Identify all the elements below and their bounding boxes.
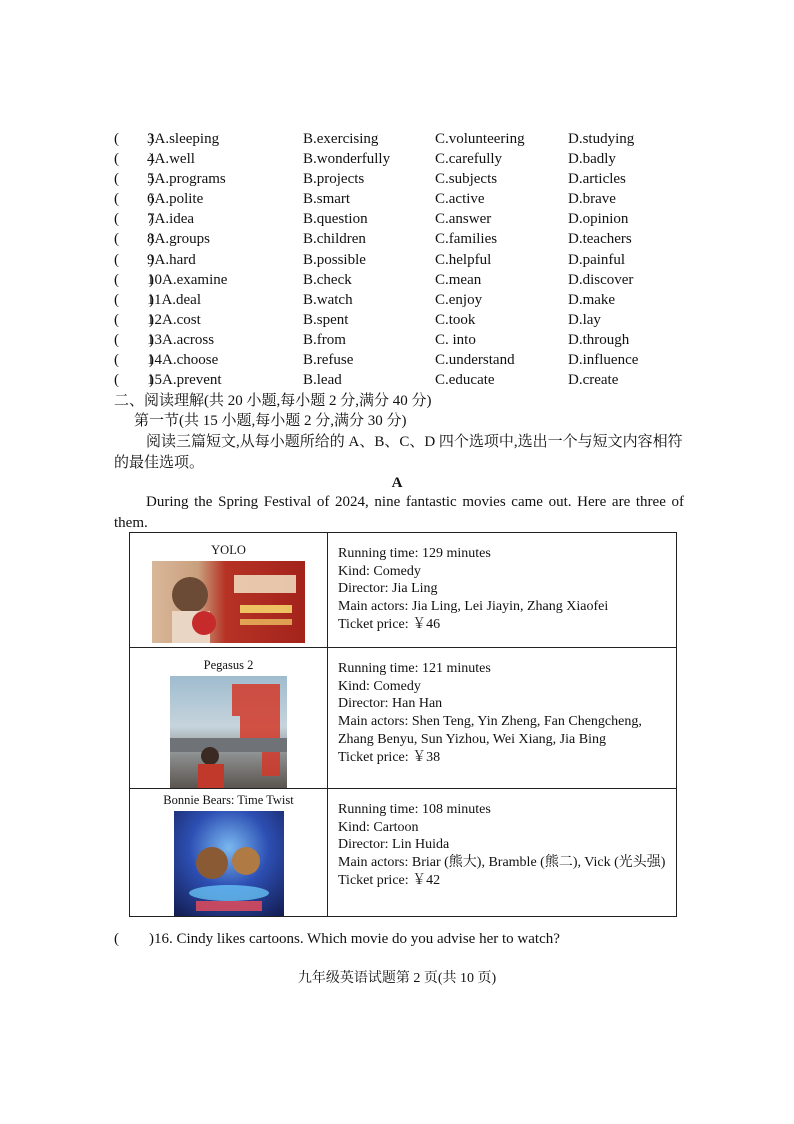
movie-info — [328, 648, 677, 789]
movie-kind: Kind: Cartoon — [338, 819, 419, 835]
option-d: D.brave — [568, 191, 616, 208]
option-d: D.opinion — [568, 211, 629, 228]
bonnie-bears-poster-art — [174, 811, 284, 916]
movie-table — [129, 532, 677, 917]
option-d: D.lay — [568, 311, 601, 328]
answer-bracket[interactable]: ( ) — [114, 311, 154, 328]
option-d: D.make — [568, 291, 616, 308]
running-time: Running time: 108 minutes — [338, 802, 491, 817]
main-actors: Main actors: Briar (熊大), Bramble (熊二), Vick (光头强) — [338, 855, 666, 871]
option-a: 7A.idea — [147, 211, 195, 228]
choice-row-8 — [114, 229, 674, 249]
option-d: D.discover — [568, 271, 634, 288]
main-actors: Main actors: Jia Ling, Lei Jiayin, Zhang Xiaofei — [338, 599, 609, 615]
movie-info — [328, 533, 677, 648]
section-subtitle: 第一节(共 15 小题,每小题 2 分,满分 30 分) — [134, 413, 407, 429]
answer-bracket[interactable]: ( ) — [114, 151, 154, 168]
answer-bracket[interactable]: ( ) — [114, 231, 154, 248]
option-b: B.exercising — [303, 131, 379, 147]
answer-bracket[interactable]: ( ) — [114, 211, 154, 228]
movie-director: Director: Han Han — [338, 696, 443, 712]
option-b: B.smart — [303, 191, 351, 208]
option-a: 15A.prevent — [147, 372, 222, 389]
choice-row-7 — [114, 209, 674, 229]
option-a: 8A.groups — [147, 231, 210, 248]
option-c: C.took — [435, 311, 476, 328]
question-text: Cindy likes cartoons. Which movie do you advise her to watch? — [176, 931, 560, 947]
answer-bracket[interactable]: ( ) — [114, 372, 154, 389]
option-c: C.educate — [435, 372, 495, 389]
movie-director: Director: Lin Huida — [338, 837, 450, 853]
option-c: C.active — [435, 191, 485, 208]
option-d: D.articles — [568, 171, 626, 188]
movie-kind: Kind: Comedy — [338, 678, 421, 694]
movie-name: Bonnie Bears: Time Twist — [163, 793, 294, 807]
option-a: 10A.examine — [147, 271, 228, 288]
choice-row-12 — [114, 310, 674, 330]
page-footer: 九年级英语试题第 2 页(共 10 页) — [297, 971, 497, 986]
option-b: B.possible — [303, 251, 366, 268]
movie-poster-cell — [130, 648, 328, 789]
choice-row-6 — [114, 189, 674, 209]
movie-poster-cell — [130, 533, 328, 648]
movie-info — [328, 789, 677, 917]
option-c: C.answer — [435, 211, 492, 228]
question-number: 16 — [154, 931, 169, 947]
movie-name: Pegasus 2 — [203, 658, 254, 672]
movie-kind: Kind: Comedy — [338, 563, 421, 579]
main-actors: Main actors: Shen Teng, Yin Zheng, Fan Chengcheng, — [338, 714, 642, 730]
movie-row — [130, 533, 677, 648]
option-c: C. into — [435, 331, 476, 348]
option-c: C.subjects — [435, 171, 498, 188]
yolo-poster-art — [152, 561, 305, 643]
movie-director: Director: Jia Ling — [338, 581, 438, 597]
choice-row-11 — [114, 290, 674, 310]
ticket-price: Ticket price: ￥46 — [338, 616, 441, 632]
ticket-price: Ticket price: ￥42 — [338, 872, 441, 888]
option-a: 6A.polite — [147, 191, 204, 208]
ticket-price: Ticket price: ￥38 — [338, 749, 441, 765]
passage-label: A — [391, 475, 403, 491]
main-actors-cont: Zhang Benyu, Sun Yizhou, Wei Xiang, Jia Bing — [338, 731, 606, 747]
option-b: B.lead — [303, 372, 342, 389]
choice-row-9 — [114, 250, 674, 270]
option-a: 4A.well — [147, 151, 195, 168]
option-b: B.children — [303, 231, 366, 248]
option-c: C.understand — [435, 352, 515, 369]
option-b: B.refuse — [303, 352, 354, 369]
answer-bracket[interactable]: ( ) — [114, 251, 154, 268]
option-b: B.wonderfully — [303, 151, 391, 168]
running-time: Running time: 121 minutes — [338, 661, 491, 676]
option-b: B.watch — [303, 291, 353, 308]
answer-bracket[interactable]: ( ) — [114, 352, 154, 369]
section-instructions: 阅读三篇短文,从每小题所给的 A、B、C、D 四个选项中,选出一个与短文内容相符的最佳选项。 — [114, 434, 683, 471]
option-a: 11A.deal — [147, 291, 202, 308]
option-d: D.create — [568, 372, 619, 389]
passage-intro: During the Spring Festival of 2024, nine fantastic movies came out. Here are three of them. — [114, 494, 684, 531]
option-a: 13A.across — [147, 331, 215, 348]
answer-bracket[interactable]: ( ) — [114, 131, 154, 147]
option-c: C.families — [435, 231, 498, 248]
option-b: B.check — [303, 271, 352, 288]
question-16: ( )16. Cindy likes cartoons. Which movie do you advise her to watch? — [114, 931, 560, 947]
option-d: D.badly — [568, 151, 616, 168]
answer-bracket[interactable]: ( ) — [114, 291, 154, 308]
movie-row — [130, 789, 677, 917]
choice-row-3 — [114, 129, 674, 149]
answer-bracket[interactable]: ( ) — [114, 171, 154, 188]
choice-row-14 — [114, 350, 674, 370]
choice-row-13 — [114, 330, 674, 350]
option-a: 12A.cost — [147, 311, 201, 328]
choice-row-4 — [114, 149, 674, 169]
movie-poster-image — [152, 561, 305, 643]
section-title: 二、阅读理解(共 20 小题,每小题 2 分,满分 40 分) — [114, 393, 432, 409]
option-b: B.question — [303, 211, 368, 228]
option-c: C.helpful — [435, 251, 492, 268]
movie-poster-cell — [130, 789, 328, 917]
movie-poster-image — [174, 811, 284, 916]
option-d: D.through — [568, 331, 630, 348]
option-d: D.painful — [568, 251, 626, 268]
choice-row-5 — [114, 169, 674, 189]
choice-row-15 — [114, 370, 674, 390]
option-c: C.carefully — [435, 151, 503, 168]
pegasus-poster-art — [170, 676, 287, 788]
option-b: B.from — [303, 331, 346, 348]
option-c: C.mean — [435, 271, 482, 288]
running-time: Running time: 129 minutes — [338, 546, 491, 561]
option-a: 3A.sleeping — [147, 131, 220, 147]
option-d: D.studying — [568, 131, 635, 147]
choice-row-10 — [114, 270, 674, 290]
option-c: C.volunteering — [435, 131, 525, 147]
answer-bracket[interactable]: ( ) — [114, 331, 154, 348]
option-b: B.spent — [303, 311, 349, 328]
option-a: 9A.hard — [147, 251, 196, 268]
cloze-choices — [114, 129, 674, 390]
answer-bracket[interactable]: ( ) — [114, 931, 154, 947]
option-d: D.influence — [568, 352, 639, 369]
answer-bracket[interactable]: ( ) — [114, 271, 154, 288]
movie-row — [130, 648, 677, 789]
option-a: 5A.programs — [147, 171, 226, 188]
movie-poster-image — [170, 676, 287, 788]
option-d: D.teachers — [568, 231, 632, 248]
option-c: C.enjoy — [435, 291, 483, 308]
option-a: 14A.choose — [147, 352, 219, 369]
movie-name: YOLO — [211, 543, 246, 557]
option-b: B.projects — [303, 171, 365, 188]
answer-bracket[interactable]: ( ) — [114, 191, 154, 208]
